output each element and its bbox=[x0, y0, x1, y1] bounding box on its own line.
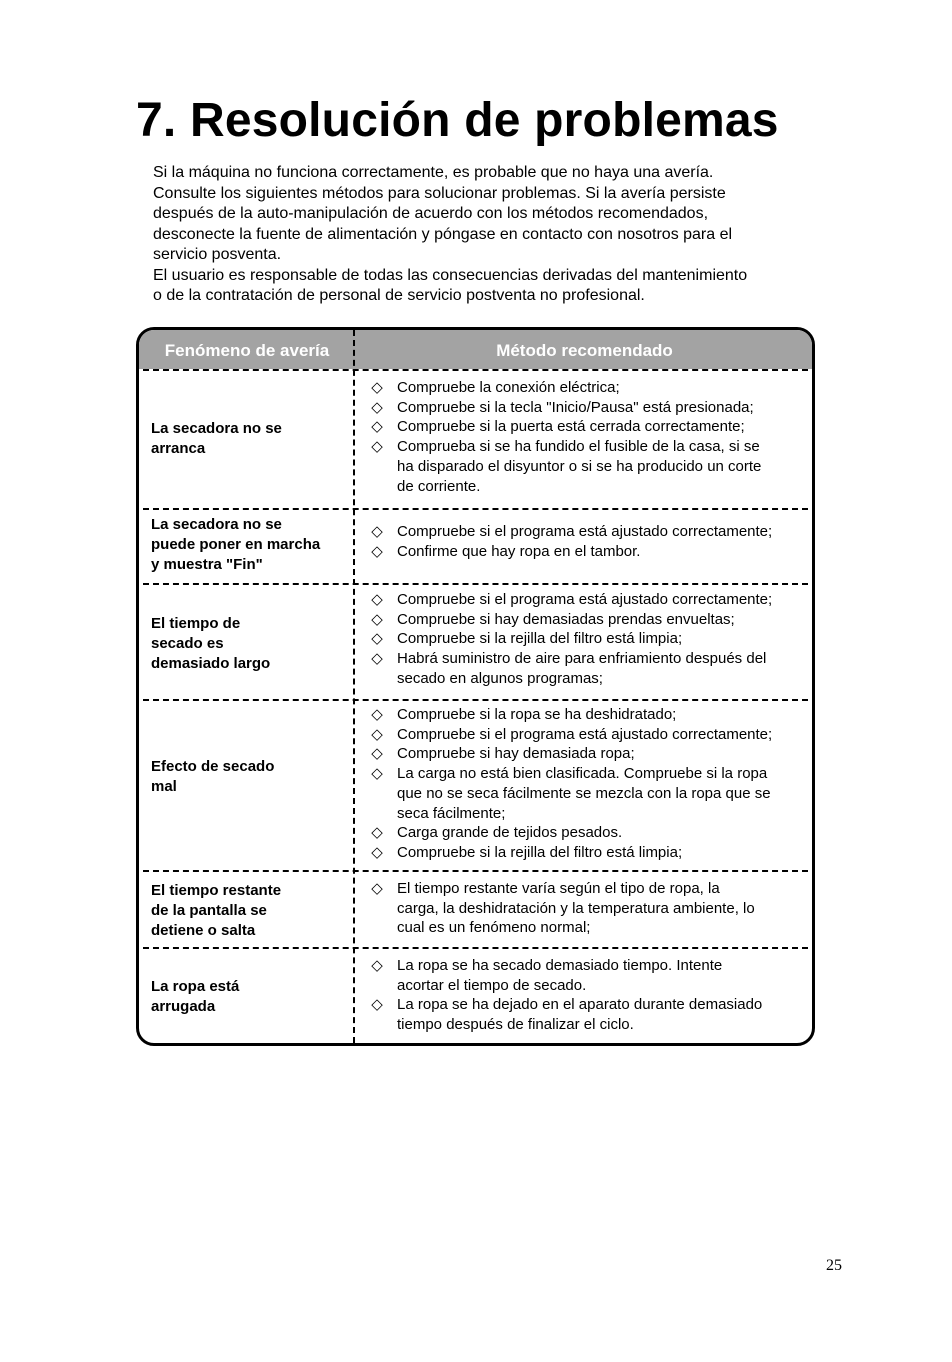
intro-line: o de la contratación de personal de servicio postventa no profesional. bbox=[153, 287, 645, 304]
diamond-bullet-icon: ◇ bbox=[371, 824, 383, 842]
fenomeno-line: secado es bbox=[151, 635, 224, 652]
row-divider bbox=[143, 369, 808, 371]
metodo-cell bbox=[367, 378, 807, 496]
metodo-line: que no se seca fácilmente se mezcla con la ropa que se bbox=[397, 784, 771, 802]
metodo-line: Compruebe si el programa está ajustado correctamente; bbox=[397, 523, 773, 540]
metodo-item bbox=[367, 610, 807, 630]
metodo-line: cual es un fenómeno normal; bbox=[397, 919, 591, 937]
diamond-bullet-icon: ◇ bbox=[371, 706, 383, 723]
diamond-bullet-icon: ◇ bbox=[371, 591, 383, 608]
metodo-item bbox=[367, 879, 807, 938]
metodo-item bbox=[367, 823, 807, 843]
header-fenomeno: Fenómeno de avería bbox=[164, 341, 330, 360]
metodo-cell bbox=[367, 705, 807, 863]
fenomeno-cell bbox=[151, 614, 347, 674]
metodo-item bbox=[367, 398, 807, 418]
metodo-item bbox=[367, 744, 807, 764]
diamond-bullet-icon: ◇ bbox=[371, 630, 383, 648]
fenomeno-line: La ropa está bbox=[151, 978, 240, 995]
fenomeno-line: mal bbox=[151, 778, 177, 795]
metodo-item bbox=[367, 417, 807, 437]
metodo-line: La ropa se ha secado demasiado tiempo. Intente bbox=[397, 957, 723, 974]
metodo-line: Compruebe la conexión eléctrica; bbox=[397, 379, 620, 396]
diamond-bullet-icon: ◇ bbox=[371, 523, 383, 540]
fenomeno-cell bbox=[151, 757, 347, 797]
diamond-bullet-icon: ◇ bbox=[371, 843, 383, 861]
fenomeno-cell bbox=[151, 977, 347, 1017]
metodo-line: Compruebe si la rejilla del filtro está limpia; bbox=[397, 630, 683, 648]
table-header bbox=[139, 330, 812, 369]
metodo-cell bbox=[367, 590, 807, 689]
diamond-bullet-icon: ◇ bbox=[371, 957, 383, 974]
intro-line: servicio posventa. bbox=[153, 246, 282, 263]
fenomeno-line: La secadora no se bbox=[151, 516, 282, 533]
metodo-line: acortar el tiempo de secado. bbox=[397, 976, 587, 994]
metodo-item bbox=[367, 522, 807, 542]
intro-paragraph bbox=[153, 163, 813, 307]
intro-line: El usuario es responsable de todas las consecuencias derivadas del mantenimiento bbox=[153, 266, 748, 284]
diamond-bullet-icon: ◇ bbox=[371, 745, 383, 763]
metodo-line: Habrá suministro de aire para enfriamiento después del bbox=[397, 650, 767, 668]
metodo-line: Carga grande de tejidos pesados. bbox=[397, 824, 623, 842]
metodo-line: La carga no está bien clasificada. Compruebe si la ropa bbox=[397, 765, 768, 783]
troubleshooting-table bbox=[136, 327, 815, 1046]
metodo-item bbox=[367, 843, 807, 863]
intro-line: desconecte la fuente de alimentación y póngase en contacto con nosotros para el bbox=[153, 225, 733, 243]
header-metodo: Método recomendado bbox=[496, 341, 673, 360]
metodo-cell bbox=[367, 879, 807, 938]
metodo-item bbox=[367, 590, 807, 610]
diamond-bullet-icon: ◇ bbox=[371, 880, 383, 897]
fenomeno-cell bbox=[151, 881, 347, 941]
diamond-bullet-icon: ◇ bbox=[371, 542, 383, 560]
fenomeno-line: detiene o salta bbox=[151, 922, 256, 939]
fenomeno-line: La secadora no se bbox=[151, 420, 282, 437]
intro-line: Si la máquina no funciona correctamente, es probable que no haya una avería. bbox=[153, 164, 714, 181]
row-divider bbox=[143, 947, 808, 949]
metodo-line: Compruebe si la rejilla del filtro está limpia; bbox=[397, 843, 683, 861]
metodo-item bbox=[367, 725, 807, 745]
metodo-line: El tiempo restante varía según el tipo de ropa, la bbox=[397, 880, 720, 897]
diamond-bullet-icon: ◇ bbox=[371, 610, 383, 628]
metodo-line: Compruebe si la tecla "Inicio/Pausa" está presionada; bbox=[397, 398, 754, 416]
metodo-line: carga, la deshidratación y la temperatura ambiente, lo bbox=[397, 899, 755, 917]
fenomeno-line: demasiado largo bbox=[151, 655, 271, 672]
metodo-item bbox=[367, 629, 807, 649]
diamond-bullet-icon: ◇ bbox=[371, 650, 383, 668]
metodo-line: Confirme que hay ropa en el tambor. bbox=[397, 542, 641, 560]
fenomeno-line: puede poner en marcha bbox=[151, 536, 321, 553]
fenomeno-line: arrugada bbox=[151, 998, 216, 1015]
metodo-item bbox=[367, 764, 807, 823]
metodo-item bbox=[367, 649, 807, 688]
row-divider bbox=[143, 699, 808, 701]
fenomeno-line: de la pantalla se bbox=[151, 902, 267, 919]
diamond-bullet-icon: ◇ bbox=[371, 725, 383, 743]
metodo-cell bbox=[367, 956, 807, 1035]
metodo-line: Compruebe si el programa está ajustado correctamente; bbox=[397, 591, 773, 608]
diamond-bullet-icon: ◇ bbox=[371, 418, 383, 436]
row-divider bbox=[143, 583, 808, 585]
metodo-line: Comprueba si se ha fundido el fusible de la casa, si se bbox=[397, 438, 760, 456]
metodo-line: de corriente. bbox=[397, 477, 481, 495]
metodo-line: La ropa se ha dejado en el aparato durante demasiado bbox=[397, 996, 763, 1014]
metodo-item bbox=[367, 542, 807, 562]
fenomeno-line: y muestra "Fin" bbox=[151, 556, 263, 573]
metodo-line: tiempo después de finalizar el ciclo. bbox=[397, 1016, 634, 1034]
intro-line: Consulte los siguientes métodos para solucionar problemas. Si la avería persiste bbox=[153, 184, 726, 202]
page-title: 7. Resolución de problemas bbox=[136, 94, 779, 147]
row-divider bbox=[143, 870, 808, 872]
fenomeno-line: arranca bbox=[151, 440, 206, 457]
fenomeno-line: Efecto de secado bbox=[151, 758, 275, 775]
metodo-item bbox=[367, 378, 807, 398]
diamond-bullet-icon: ◇ bbox=[371, 765, 383, 783]
fenomeno-cell bbox=[151, 515, 347, 575]
fenomeno-line: El tiempo de bbox=[151, 615, 241, 632]
intro-line: después de la auto-manipulación de acuerdo con los métodos recomendados, bbox=[153, 205, 709, 222]
diamond-bullet-icon: ◇ bbox=[371, 379, 383, 396]
metodo-line: Compruebe si la ropa se ha deshidratado; bbox=[397, 706, 677, 723]
metodo-line: ha disparado el disyuntor o si se ha producido un corte bbox=[397, 457, 762, 475]
diamond-bullet-icon: ◇ bbox=[371, 398, 383, 416]
page-number: 25 bbox=[826, 1257, 842, 1274]
diamond-bullet-icon: ◇ bbox=[371, 996, 383, 1014]
metodo-line: Compruebe si el programa está ajustado correctamente; bbox=[397, 725, 773, 743]
metodo-item bbox=[367, 956, 807, 995]
metodo-line: Compruebe si hay demasiadas prendas envueltas; bbox=[397, 610, 735, 628]
diamond-bullet-icon: ◇ bbox=[371, 438, 383, 456]
row-divider bbox=[143, 508, 808, 510]
metodo-cell bbox=[367, 522, 807, 561]
fenomeno-cell bbox=[151, 419, 347, 459]
metodo-item bbox=[367, 705, 807, 725]
metodo-line: Compruebe si la puerta está cerrada correctamente; bbox=[397, 418, 745, 436]
metodo-line: seca fácilmente; bbox=[397, 804, 506, 822]
metodo-item bbox=[367, 437, 807, 496]
metodo-line: secado en algunos programas; bbox=[397, 669, 603, 687]
fenomeno-line: El tiempo restante bbox=[151, 882, 282, 899]
metodo-item bbox=[367, 995, 807, 1034]
metodo-line: Compruebe si hay demasiada ropa; bbox=[397, 745, 635, 763]
column-divider bbox=[353, 330, 355, 1043]
